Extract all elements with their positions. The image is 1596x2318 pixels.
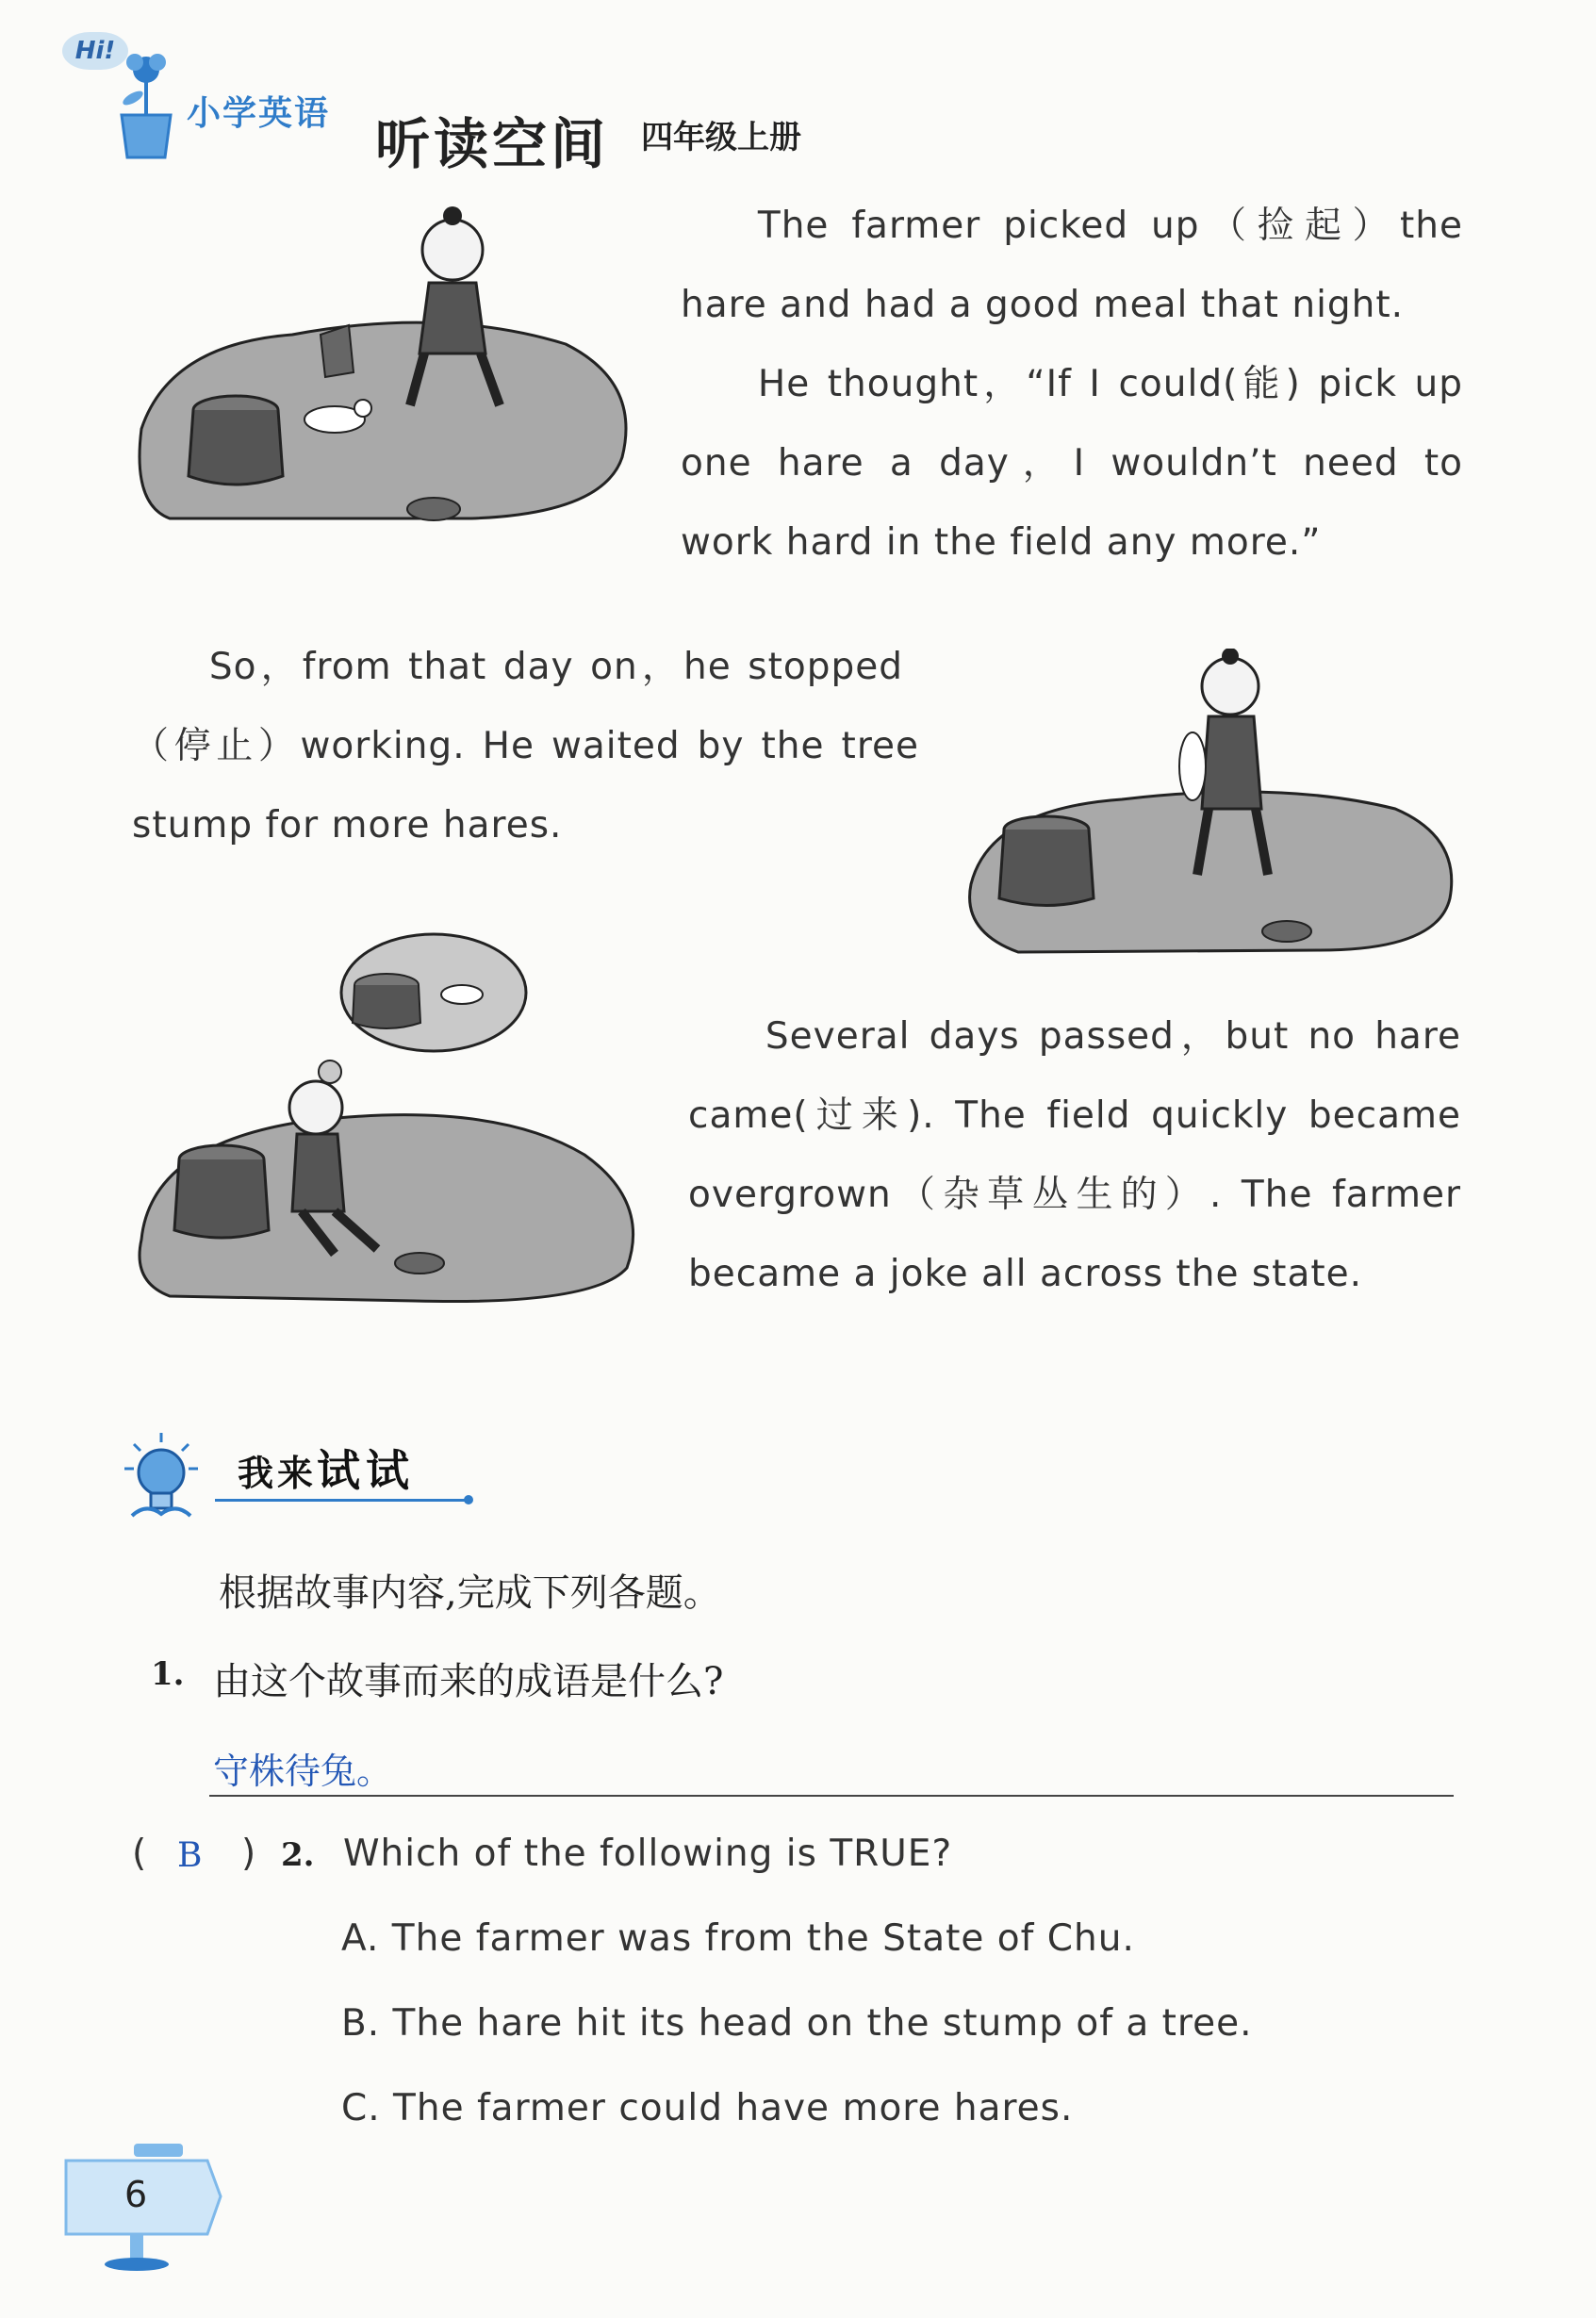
story-line: one hare a day，I wouldn’t need to — [681, 442, 1463, 485]
story-line: （停止）working. He waited by the tree — [132, 725, 919, 767]
story-line: hare and had a good meal that night. — [681, 284, 1405, 326]
story-line: overgrown（杂草丛生的）. The farmer — [688, 1174, 1461, 1216]
q2-option-c[interactable]: C. The farmer could have more hares. — [341, 2087, 1074, 2129]
story-line: came(过来). The field quickly became — [688, 1094, 1461, 1137]
farmer-waiting-dream-illustration — [132, 919, 650, 1315]
flower-pot-icon — [108, 49, 193, 162]
story-paragraph-3 — [132, 628, 919, 865]
q1-answer-line — [209, 1795, 1454, 1797]
story-line: So，from that day on，he stopped — [208, 646, 903, 688]
q2-paren-close: ) — [241, 1833, 257, 1875]
q2-option-a[interactable]: A. The farmer was from the State of Chu. — [341, 1917, 1135, 1960]
story-paragraph-4 — [688, 997, 1461, 1314]
q2-option-b[interactable]: B. The hare hit its head on the stump of a tree. — [341, 2002, 1253, 2045]
q2-text: Which of the following is TRUE? — [343, 1833, 953, 1875]
section-underline-dot — [464, 1495, 473, 1504]
story-paragraph-1 — [681, 187, 1463, 583]
section-title-a: 我来 — [238, 1453, 318, 1494]
q2-paren-open: ( — [132, 1833, 148, 1875]
q2-answer[interactable]: B — [177, 1836, 203, 1875]
hi-badge: Hi! — [62, 32, 128, 70]
story-line: became a joke all across the state. — [688, 1253, 1363, 1295]
story-line: The farmer picked up（捡起）the — [757, 205, 1463, 247]
q2-number: 2. — [281, 1836, 315, 1874]
grade-label: 四年级上册 — [641, 119, 801, 156]
farmer-holding-hare-illustration — [962, 649, 1461, 960]
page-number: 6 — [124, 2174, 148, 2215]
story-line: He thought，“If I could(能) pick up — [757, 363, 1463, 405]
story-line: Several days passed，but no hare — [765, 1015, 1461, 1058]
series-name: 小学英语 — [187, 94, 331, 133]
section-underline — [215, 1499, 469, 1502]
book-title: 听读空间 — [375, 112, 610, 176]
q1-answer[interactable]: 守株待兔。 — [213, 1751, 393, 1792]
lightbulb-icon — [123, 1431, 200, 1521]
q1-number: 1. — [151, 1655, 185, 1693]
story-line: work hard in the field any more.” — [681, 521, 1322, 564]
q1-text: 由这个故事而来的成语是什么? — [213, 1660, 724, 1703]
exercise-instruction: 根据故事内容,完成下列各题。 — [219, 1571, 721, 1615]
section-title — [238, 1437, 415, 1499]
story-line: stump for more hares. — [132, 804, 563, 847]
section-title-b: 试试 — [317, 1445, 416, 1496]
farmer-shocked-illustration — [132, 193, 641, 542]
